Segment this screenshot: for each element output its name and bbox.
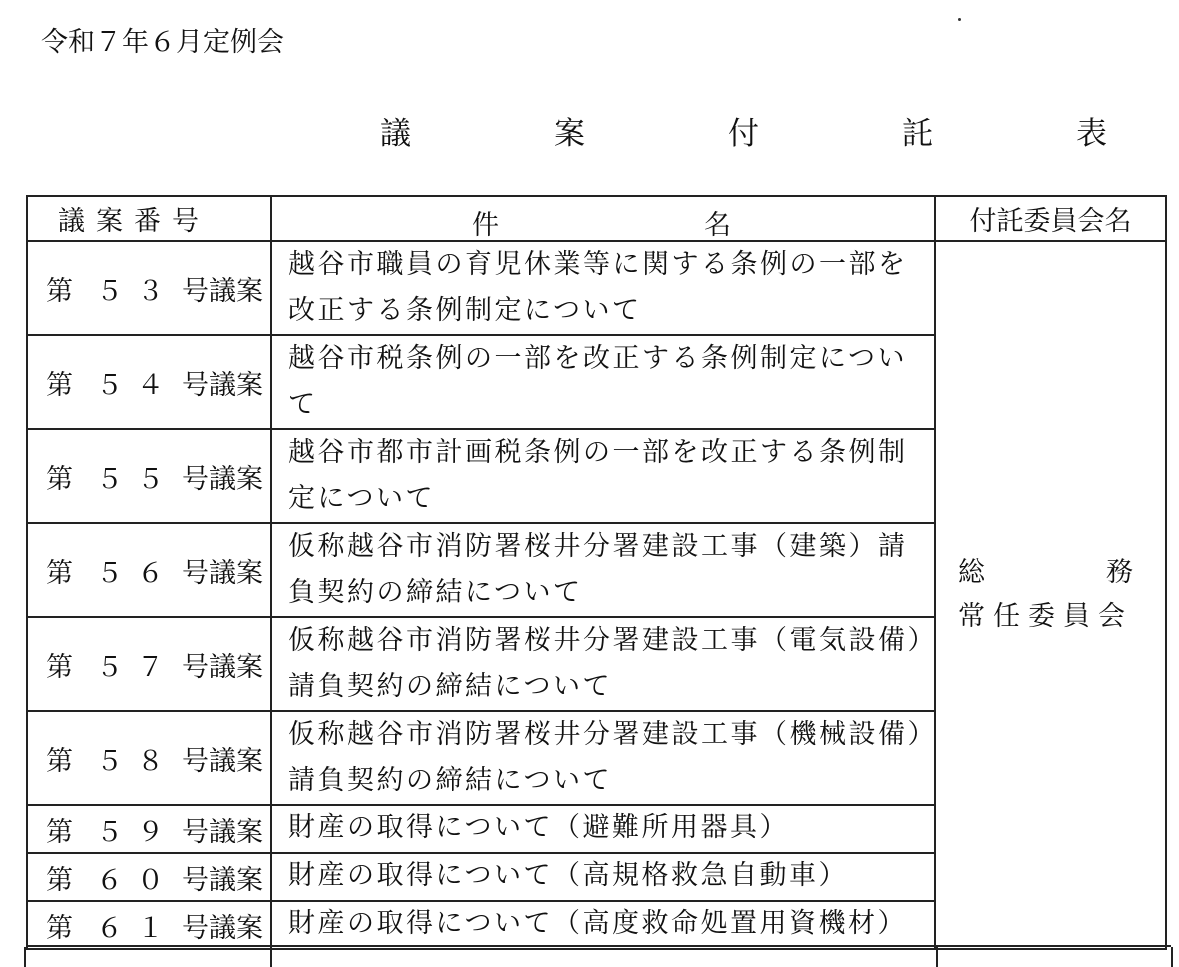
bill-number-prefix: 第 (46, 864, 73, 896)
table-border (936, 947, 938, 967)
bill-number-value: ５６ (96, 557, 178, 589)
bill-number-suffix: 号議案 (182, 745, 263, 777)
table-border (1171, 947, 1173, 967)
bill-number (27, 853, 271, 901)
bill-name: 越谷市都市計画税条例の一部を改正する条例制定について (271, 429, 935, 523)
bill-number-prefix: 第 (46, 275, 73, 307)
bill-name: 仮称越谷市消防署桜井分署建設工事（機械設備）請負契約の締結について (271, 711, 935, 805)
bill-number (27, 523, 271, 617)
bill-number-suffix: 号議案 (182, 369, 263, 401)
bill-number (27, 805, 271, 853)
bill-number-prefix: 第 (46, 557, 73, 589)
committee-name (958, 550, 1165, 640)
bill-name: 仮称越谷市消防署桜井分署建設工事（電気設備）請負契約の締結について (271, 617, 935, 711)
bill-number-prefix: 第 (46, 463, 73, 495)
header-bill-name-part1: 件 (472, 210, 499, 241)
bill-number-suffix: 号議案 (182, 816, 263, 848)
table-row (27, 241, 1166, 335)
header-committee: 付託委員会名 (935, 196, 1166, 241)
bill-number-value: ５９ (96, 816, 178, 848)
bill-number (27, 429, 271, 523)
table-border (270, 947, 272, 967)
bill-number-value: ５５ (96, 463, 178, 495)
bill-number-suffix: 号議案 (182, 912, 263, 944)
bill-number-prefix: 第 (46, 745, 73, 777)
bill-number (27, 901, 271, 949)
bill-number-suffix: 号議案 (182, 463, 263, 495)
bill-number-suffix: 号議案 (182, 651, 263, 683)
bill-number-value: ６１ (96, 912, 178, 944)
table-header-row (27, 196, 1166, 241)
header-bill-number: 議案番号 (27, 196, 271, 241)
bill-number-suffix: 号議案 (182, 864, 263, 896)
bill-referral-table (26, 195, 1167, 950)
bill-name: 越谷市職員の育児休業等に関する条例の一部を改正する条例制定について (271, 241, 935, 335)
committee-name-part2: 務 (1106, 557, 1133, 588)
committee-name-part1: 総 (958, 557, 985, 588)
committee-name-line2: 常任委員会 (958, 601, 1133, 632)
bill-name: 財産の取得について（高度救命処置用資機材） (271, 901, 935, 949)
bill-number-prefix: 第 (46, 369, 73, 401)
bill-number-value: ６０ (96, 864, 178, 896)
bill-number-prefix: 第 (46, 651, 73, 683)
session-label: 令和７年６月定例会 (41, 27, 284, 58)
bill-number-prefix: 第 (46, 816, 73, 848)
bill-name: 仮称越谷市消防署桜井分署建設工事（建築）請負契約の締結について (271, 523, 935, 617)
bill-number (27, 335, 271, 429)
bill-number-suffix: 号議案 (182, 557, 263, 589)
header-bill-name-part2: 名 (704, 210, 731, 241)
bill-number-value: ５７ (96, 651, 178, 683)
header-bill-name (271, 196, 935, 241)
next-row-cutoff (26, 945, 1171, 967)
committee-cell (935, 241, 1166, 949)
bill-name: 財産の取得について（高規格救急自動車） (271, 853, 935, 901)
bill-number (27, 711, 271, 805)
bill-number-value: ５３ (96, 275, 178, 307)
bill-number-value: ５８ (96, 745, 178, 777)
bill-number (27, 241, 271, 335)
bill-number (27, 617, 271, 711)
bill-number-suffix: 号議案 (182, 275, 263, 307)
scan-speck (958, 18, 961, 21)
bill-name: 財産の取得について（避難所用器具） (271, 805, 935, 853)
document-title: 議 案 付 託 表 (380, 116, 1163, 152)
bill-number-prefix: 第 (46, 912, 73, 944)
table-border (24, 947, 26, 967)
bill-name: 越谷市税条例の一部を改正する条例制定について (271, 335, 935, 429)
bill-number-value: ５４ (96, 369, 178, 401)
